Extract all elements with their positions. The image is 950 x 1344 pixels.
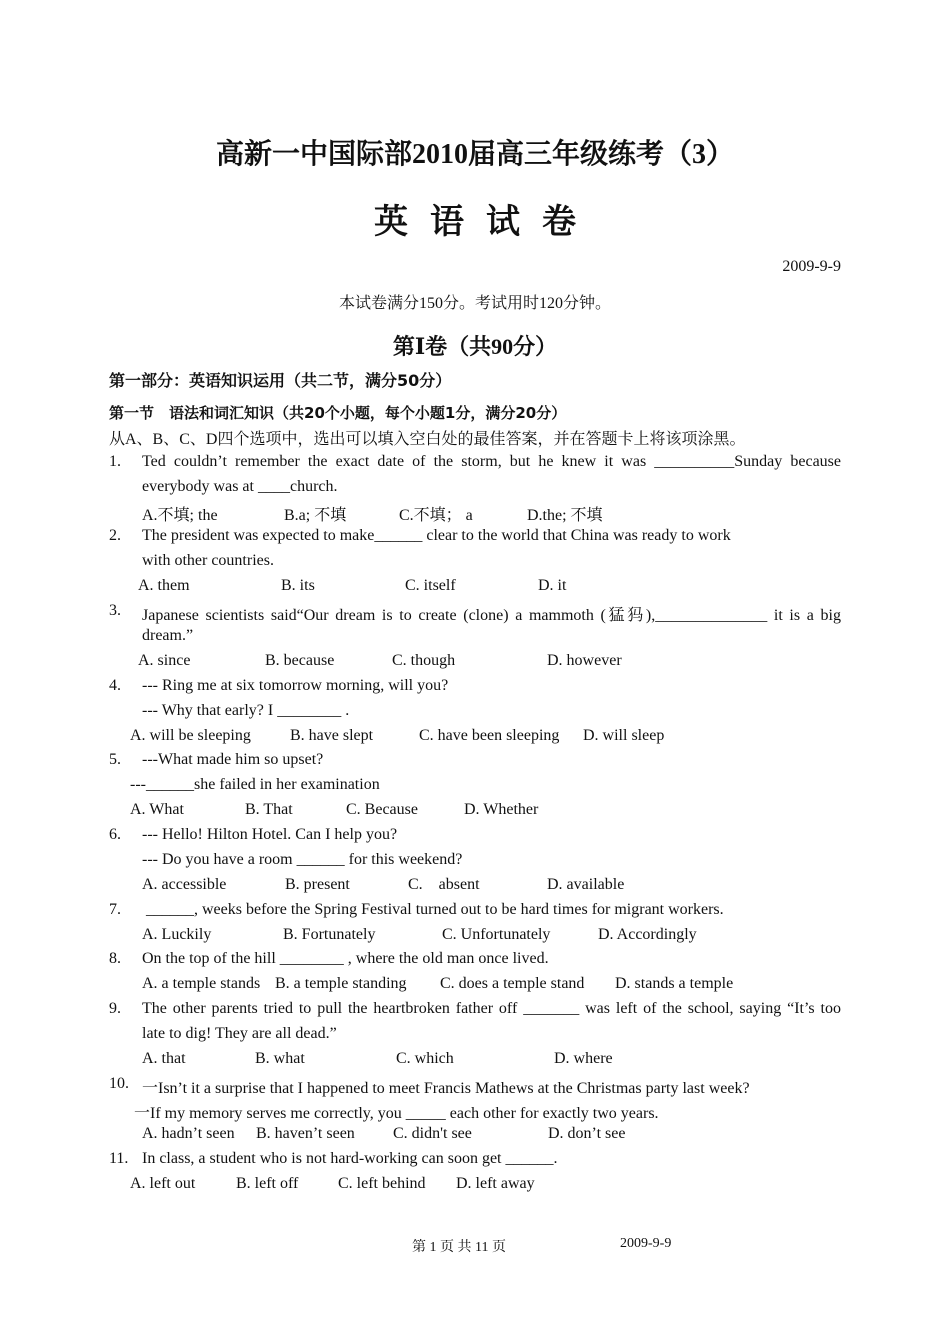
option-c: C. Unfortunately [442, 926, 551, 943]
option-a: A. since [138, 652, 191, 669]
option-c: C. left behind [338, 1175, 426, 1192]
option-c: C. itself [405, 577, 456, 594]
option-a: A. that [142, 1050, 186, 1067]
exam-title: 高新一中国际部2010届高三年级练考（3） [215, 139, 734, 170]
question-text: On the top of the hill ________ , where the old man once lived. [142, 950, 549, 967]
option-b: B. a temple standing [275, 975, 407, 992]
option-a: A. hadn’t seen [142, 1125, 235, 1142]
question-text: Ted couldn’t remember the exact date of the storm, but he knew it was __________Sunday because [142, 453, 841, 470]
section-heading: 第一节 语法和词汇知识（共20个小题，每个小题1分，满分20分） [109, 404, 567, 422]
exam-note: 本试卷满分150分。考试用时120分钟。 [338, 295, 611, 312]
question-text: everybody was at ____church. [142, 478, 338, 495]
question-number: 4. [109, 677, 121, 694]
option-c: C. Because [346, 801, 418, 818]
footer-page-number: 第 1 页 共 11 页 [412, 1240, 506, 1255]
option-b: B.a; 不填 [284, 507, 347, 524]
option-b: B. present [285, 876, 350, 893]
question-text: with other countries. [142, 552, 274, 569]
option-b: B. left off [236, 1175, 299, 1192]
question-text: In class, a student who is not hard-working can soon get ______. [142, 1150, 558, 1167]
question-text: late to dig! They are all dead.” [142, 1025, 337, 1042]
question-text: --- Ring me at six tomorrow morning, will you? [142, 677, 449, 694]
footer-date: 2009-9-9 [620, 1236, 672, 1251]
question-number: 9. [109, 1000, 121, 1017]
option-d: D. will sleep [583, 727, 665, 744]
option-a: A.不填; the [142, 507, 218, 524]
option-d: D. it [538, 577, 567, 594]
option-a: A. Luckily [142, 926, 212, 943]
option-b: B. Fortunately [283, 926, 376, 943]
option-c: C. though [392, 652, 456, 669]
option-d: D.the; 不填 [527, 507, 603, 524]
option-c: C. didn't see [393, 1125, 472, 1142]
question-text: The president was expected to make______ clear to the world that China was ready to work [142, 527, 731, 544]
question-text: Japanese scientists said“Our dream is to create (clone) a mammoth (猛犸),______________ it is a big [142, 607, 841, 624]
option-d: D. Whether [464, 801, 539, 818]
option-c: C. does a temple stand [440, 975, 585, 992]
question-number: 6. [109, 826, 121, 843]
option-c: C. which [396, 1050, 454, 1067]
question-text: --- Why that early? I ________ . [142, 702, 350, 719]
option-d: D. left away [456, 1175, 535, 1192]
question-number: 11. [109, 1150, 129, 1167]
question-text: --- Hello! Hilton Hotel. Can I help you? [142, 826, 398, 843]
option-a: A. accessible [142, 876, 227, 893]
question-number: 7. [109, 901, 121, 918]
option-a: A. a temple stands [142, 975, 261, 992]
option-b: B. That [245, 801, 293, 818]
question-number: 8. [109, 950, 121, 967]
instruction-text: 从A、B、C、D四个选项中，选出可以填入空白处的最佳答案，并在答题卡上将该项涂黑。 [109, 431, 746, 448]
option-c: C. absent [408, 876, 480, 893]
question-text: dream.” [142, 627, 194, 644]
question-text: 一If my memory serves me correctly, you _____ each other for exactly two years. [134, 1105, 659, 1122]
question-text: ______, weeks before the Spring Festival turned out to be hard times for migrant workers. [142, 901, 724, 918]
option-d: D. where [554, 1050, 613, 1067]
option-d: D. Accordingly [598, 926, 697, 943]
question-text: 一Isn’t it a surprise that I happened to meet Francis Mathews at the Christmas party last week? [142, 1080, 750, 1097]
part-heading: 第一部分：英语知识运用（共二节，满分50分） [109, 371, 452, 390]
question-number: 3. [109, 602, 121, 619]
option-d: D. however [547, 652, 622, 669]
question-text: ---What made him so upset? [142, 751, 324, 768]
option-b: B. because [265, 652, 335, 669]
option-b: B. have slept [290, 727, 374, 744]
option-d: D. don’t see [548, 1125, 626, 1142]
volume-heading: 第Ⅰ卷（共90分） [392, 334, 558, 359]
option-a: A. them [138, 577, 190, 594]
option-a: A. will be sleeping [130, 727, 251, 744]
question-number: 10. [109, 1075, 129, 1092]
option-a: A. left out [130, 1175, 196, 1192]
question-text: The other parents tried to pull the heartbroken father off _______ was left of the school, saying “It’s too [142, 1000, 841, 1017]
option-b: B. haven’t seen [256, 1125, 355, 1142]
question-text: ---______she failed in her examination [130, 776, 380, 793]
exam-subtitle: 英语试卷 [374, 204, 598, 241]
option-a: A. What [130, 801, 184, 818]
option-b: B. what [255, 1050, 305, 1067]
option-d: D. available [547, 876, 625, 893]
question-number: 2. [109, 527, 121, 544]
question-number: 5. [109, 751, 121, 768]
exam-date: 2009-9-9 [782, 258, 841, 275]
option-b: B. its [281, 577, 315, 594]
question-text: --- Do you have a room ______ for this weekend? [142, 851, 463, 868]
option-d: D. stands a temple [615, 975, 734, 992]
option-c: C. have been sleeping [419, 727, 560, 744]
question-number: 1. [109, 453, 121, 470]
option-c: C.不填； a [399, 507, 473, 524]
